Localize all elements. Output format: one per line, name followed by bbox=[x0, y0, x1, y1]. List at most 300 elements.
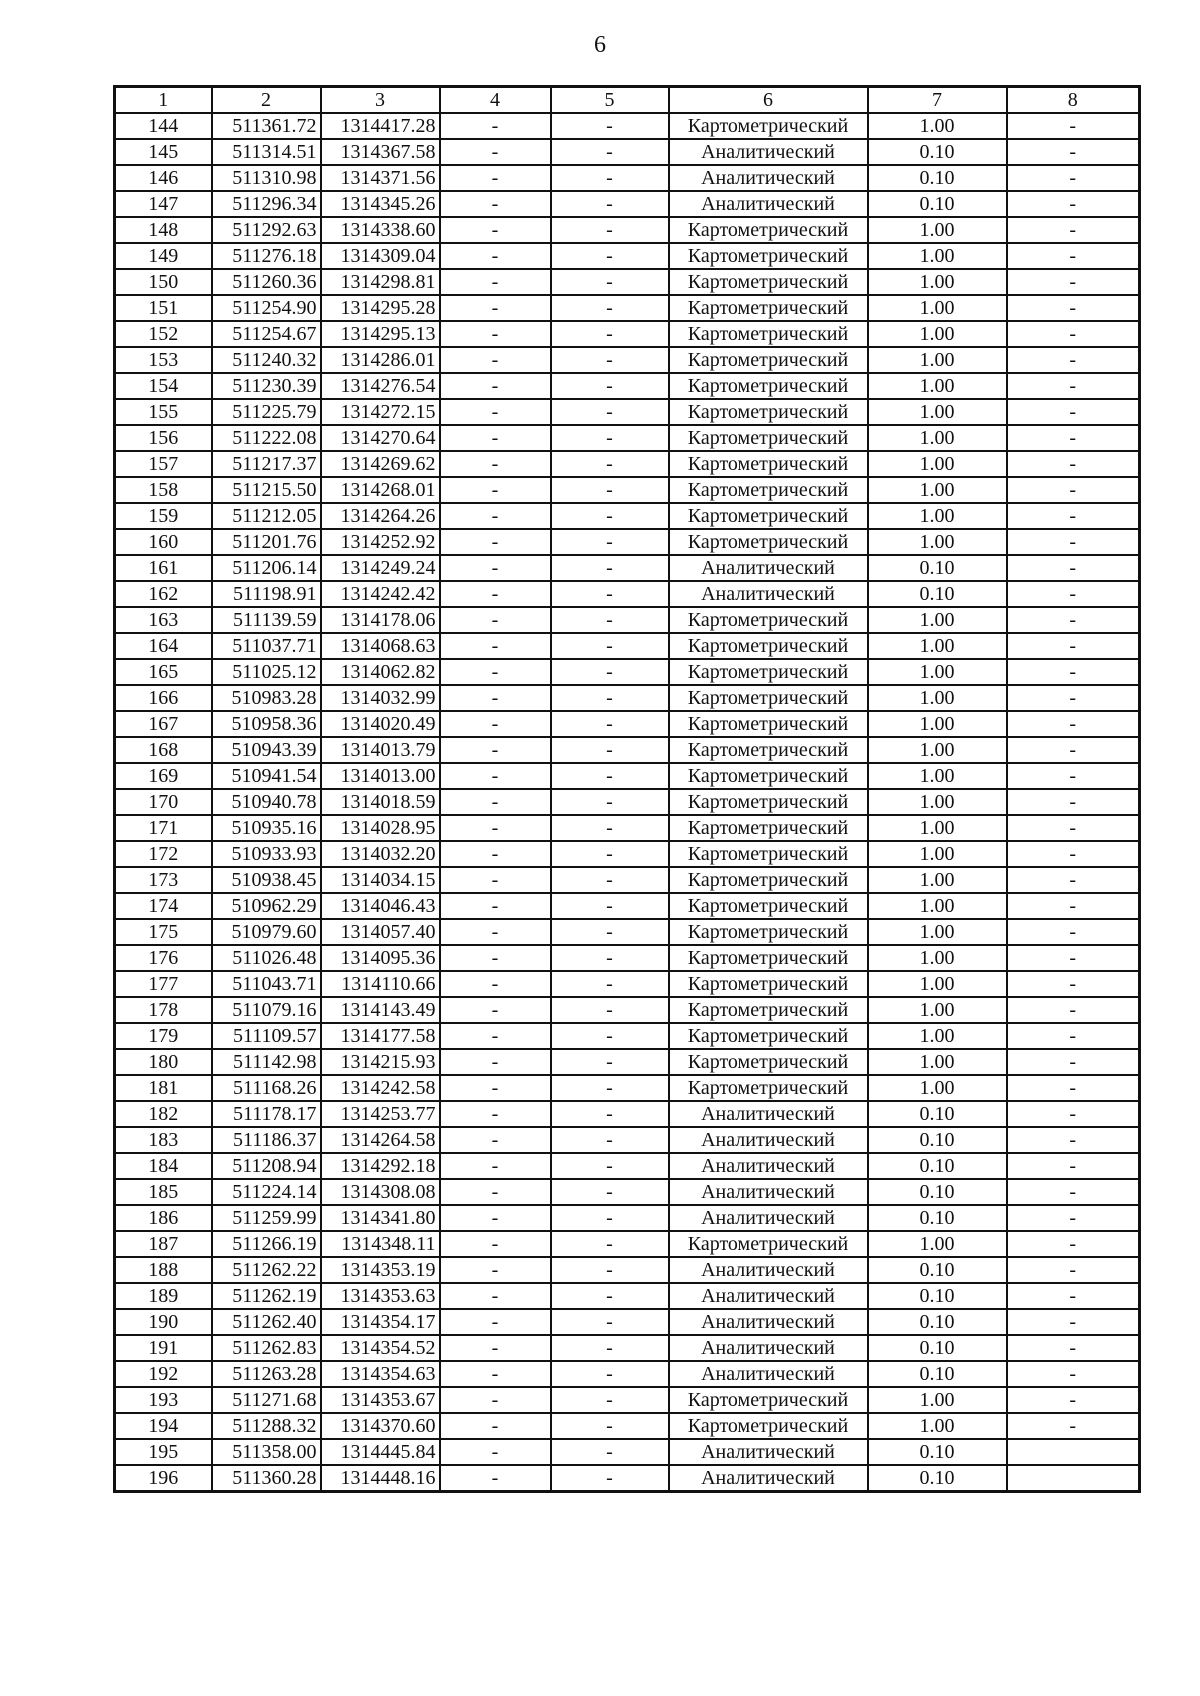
method-cell: Картометрический bbox=[669, 425, 868, 451]
accuracy-cell: 0.10 bbox=[868, 165, 1007, 191]
col5-cell: - bbox=[551, 477, 669, 503]
point-number-cell: 176 bbox=[115, 945, 212, 971]
method-cell: Картометрический bbox=[669, 763, 868, 789]
x-coordinate-cell: 511263.28 bbox=[212, 1361, 321, 1387]
table-row bbox=[115, 243, 1140, 269]
point-number-cell: 175 bbox=[115, 919, 212, 945]
table-row bbox=[115, 347, 1140, 373]
x-coordinate-cell: 510979.60 bbox=[212, 919, 321, 945]
table-row bbox=[115, 711, 1140, 737]
accuracy-cell: 1.00 bbox=[868, 399, 1007, 425]
col8-cell: - bbox=[1007, 217, 1140, 243]
table-row bbox=[115, 1049, 1140, 1075]
col8-cell: - bbox=[1007, 1101, 1140, 1127]
y-coordinate-cell: 1314286.01 bbox=[321, 347, 440, 373]
y-coordinate-cell: 1314242.42 bbox=[321, 581, 440, 607]
y-coordinate-cell: 1314295.28 bbox=[321, 295, 440, 321]
col5-cell: - bbox=[551, 1387, 669, 1413]
y-coordinate-cell: 1314270.64 bbox=[321, 425, 440, 451]
col4-cell: - bbox=[440, 815, 551, 841]
col8-cell: - bbox=[1007, 165, 1140, 191]
x-coordinate-cell: 511360.28 bbox=[212, 1465, 321, 1492]
method-cell: Картометрический bbox=[669, 685, 868, 711]
y-coordinate-cell: 1314249.24 bbox=[321, 555, 440, 581]
y-coordinate-cell: 1314354.63 bbox=[321, 1361, 440, 1387]
col4-cell: - bbox=[440, 867, 551, 893]
col5-cell: - bbox=[551, 1179, 669, 1205]
point-number-cell: 185 bbox=[115, 1179, 212, 1205]
col4-cell: - bbox=[440, 1413, 551, 1439]
point-number-cell: 159 bbox=[115, 503, 212, 529]
x-coordinate-cell: 511198.91 bbox=[212, 581, 321, 607]
x-coordinate-cell: 510933.93 bbox=[212, 841, 321, 867]
x-coordinate-cell: 511288.32 bbox=[212, 1413, 321, 1439]
col8-cell: - bbox=[1007, 529, 1140, 555]
col4-cell: - bbox=[440, 1361, 551, 1387]
point-number-cell: 179 bbox=[115, 1023, 212, 1049]
x-coordinate-cell: 510958.36 bbox=[212, 711, 321, 737]
col5-cell: - bbox=[551, 373, 669, 399]
column-header-1: 1 bbox=[115, 87, 212, 114]
col5-cell: - bbox=[551, 1257, 669, 1283]
y-coordinate-cell: 1314013.00 bbox=[321, 763, 440, 789]
y-coordinate-cell: 1314353.63 bbox=[321, 1283, 440, 1309]
table-row bbox=[115, 191, 1140, 217]
point-number-cell: 182 bbox=[115, 1101, 212, 1127]
table-row bbox=[115, 1153, 1140, 1179]
x-coordinate-cell: 511262.83 bbox=[212, 1335, 321, 1361]
accuracy-cell: 1.00 bbox=[868, 685, 1007, 711]
point-number-cell: 144 bbox=[115, 113, 212, 139]
accuracy-cell: 1.00 bbox=[868, 1049, 1007, 1075]
table-row bbox=[115, 113, 1140, 139]
accuracy-cell: 1.00 bbox=[868, 529, 1007, 555]
method-cell: Картометрический bbox=[669, 1049, 868, 1075]
method-cell: Картометрический bbox=[669, 1387, 868, 1413]
point-number-cell: 169 bbox=[115, 763, 212, 789]
table-row bbox=[115, 477, 1140, 503]
accuracy-cell: 1.00 bbox=[868, 243, 1007, 269]
col4-cell: - bbox=[440, 191, 551, 217]
y-coordinate-cell: 1314028.95 bbox=[321, 815, 440, 841]
point-number-cell: 190 bbox=[115, 1309, 212, 1335]
x-coordinate-cell: 511260.36 bbox=[212, 269, 321, 295]
x-coordinate-cell: 511259.99 bbox=[212, 1205, 321, 1231]
col5-cell: - bbox=[551, 165, 669, 191]
y-coordinate-cell: 1314046.43 bbox=[321, 893, 440, 919]
col5-cell: - bbox=[551, 529, 669, 555]
accuracy-cell: 1.00 bbox=[868, 971, 1007, 997]
accuracy-cell: 1.00 bbox=[868, 217, 1007, 243]
table-row bbox=[115, 399, 1140, 425]
table-row bbox=[115, 1075, 1140, 1101]
method-cell: Аналитический bbox=[669, 1335, 868, 1361]
x-coordinate-cell: 511262.40 bbox=[212, 1309, 321, 1335]
table-row bbox=[115, 139, 1140, 165]
method-cell: Аналитический bbox=[669, 1101, 868, 1127]
col5-cell: - bbox=[551, 659, 669, 685]
table-row bbox=[115, 529, 1140, 555]
point-number-cell: 163 bbox=[115, 607, 212, 633]
table-row bbox=[115, 1023, 1140, 1049]
y-coordinate-cell: 1314370.60 bbox=[321, 1413, 440, 1439]
x-coordinate-cell: 511168.26 bbox=[212, 1075, 321, 1101]
col4-cell: - bbox=[440, 295, 551, 321]
x-coordinate-cell: 511206.14 bbox=[212, 555, 321, 581]
col8-cell: - bbox=[1007, 451, 1140, 477]
y-coordinate-cell: 1314341.80 bbox=[321, 1205, 440, 1231]
col4-cell: - bbox=[440, 217, 551, 243]
x-coordinate-cell: 511314.51 bbox=[212, 139, 321, 165]
x-coordinate-cell: 511142.98 bbox=[212, 1049, 321, 1075]
method-cell: Картометрический bbox=[669, 815, 868, 841]
accuracy-cell: 0.10 bbox=[868, 1283, 1007, 1309]
y-coordinate-cell: 1314068.63 bbox=[321, 633, 440, 659]
col4-cell: - bbox=[440, 607, 551, 633]
col5-cell: - bbox=[551, 1205, 669, 1231]
y-coordinate-cell: 1314252.92 bbox=[321, 529, 440, 555]
col5-cell: - bbox=[551, 1231, 669, 1257]
method-cell: Аналитический bbox=[669, 165, 868, 191]
col5-cell: - bbox=[551, 243, 669, 269]
table-row bbox=[115, 1413, 1140, 1439]
method-cell: Картометрический bbox=[669, 919, 868, 945]
col4-cell: - bbox=[440, 945, 551, 971]
y-coordinate-cell: 1314032.20 bbox=[321, 841, 440, 867]
y-coordinate-cell: 1314177.58 bbox=[321, 1023, 440, 1049]
method-cell: Картометрический bbox=[669, 659, 868, 685]
col8-cell: - bbox=[1007, 607, 1140, 633]
accuracy-cell: 1.00 bbox=[868, 321, 1007, 347]
method-cell: Картометрический bbox=[669, 1231, 868, 1257]
col4-cell: - bbox=[440, 763, 551, 789]
col8-cell: - bbox=[1007, 399, 1140, 425]
x-coordinate-cell: 511271.68 bbox=[212, 1387, 321, 1413]
col8-cell: - bbox=[1007, 503, 1140, 529]
x-coordinate-cell: 511254.67 bbox=[212, 321, 321, 347]
table-row bbox=[115, 1101, 1140, 1127]
method-cell: Картометрический bbox=[669, 737, 868, 763]
col4-cell: - bbox=[440, 997, 551, 1023]
col4-cell: - bbox=[440, 1283, 551, 1309]
accuracy-cell: 0.10 bbox=[868, 1439, 1007, 1465]
point-number-cell: 170 bbox=[115, 789, 212, 815]
point-number-cell: 154 bbox=[115, 373, 212, 399]
coordinates-table bbox=[113, 85, 1141, 1493]
col4-cell: - bbox=[440, 1465, 551, 1492]
point-number-cell: 171 bbox=[115, 815, 212, 841]
point-number-cell: 173 bbox=[115, 867, 212, 893]
col5-cell: - bbox=[551, 1413, 669, 1439]
point-number-cell: 160 bbox=[115, 529, 212, 555]
point-number-cell: 193 bbox=[115, 1387, 212, 1413]
table-row bbox=[115, 763, 1140, 789]
method-cell: Картометрический bbox=[669, 217, 868, 243]
col4-cell: - bbox=[440, 737, 551, 763]
x-coordinate-cell: 511222.08 bbox=[212, 425, 321, 451]
col5-cell: - bbox=[551, 451, 669, 477]
col4-cell: - bbox=[440, 971, 551, 997]
method-cell: Картометрический bbox=[669, 1413, 868, 1439]
accuracy-cell: 0.10 bbox=[868, 1179, 1007, 1205]
col8-cell: - bbox=[1007, 555, 1140, 581]
table-row bbox=[115, 555, 1140, 581]
col4-cell: - bbox=[440, 1049, 551, 1075]
method-cell: Картометрический bbox=[669, 971, 868, 997]
col5-cell: - bbox=[551, 1153, 669, 1179]
y-coordinate-cell: 1314018.59 bbox=[321, 789, 440, 815]
accuracy-cell: 1.00 bbox=[868, 841, 1007, 867]
col4-cell: - bbox=[440, 503, 551, 529]
table-row bbox=[115, 1309, 1140, 1335]
method-cell: Аналитический bbox=[669, 191, 868, 217]
y-coordinate-cell: 1314298.81 bbox=[321, 269, 440, 295]
col8-cell: - bbox=[1007, 893, 1140, 919]
col8-cell: - bbox=[1007, 139, 1140, 165]
x-coordinate-cell: 511025.12 bbox=[212, 659, 321, 685]
col5-cell: - bbox=[551, 139, 669, 165]
method-cell: Картометрический bbox=[669, 607, 868, 633]
col8-cell: - bbox=[1007, 373, 1140, 399]
col8-cell: - bbox=[1007, 1361, 1140, 1387]
point-number-cell: 183 bbox=[115, 1127, 212, 1153]
table-row bbox=[115, 685, 1140, 711]
point-number-cell: 147 bbox=[115, 191, 212, 217]
col4-cell: - bbox=[440, 685, 551, 711]
accuracy-cell: 0.10 bbox=[868, 1361, 1007, 1387]
col8-cell: - bbox=[1007, 425, 1140, 451]
accuracy-cell: 0.10 bbox=[868, 1335, 1007, 1361]
point-number-cell: 145 bbox=[115, 139, 212, 165]
method-cell: Картометрический bbox=[669, 711, 868, 737]
col5-cell: - bbox=[551, 503, 669, 529]
col5-cell: - bbox=[551, 1309, 669, 1335]
method-cell: Картометрический bbox=[669, 347, 868, 373]
accuracy-cell: 1.00 bbox=[868, 425, 1007, 451]
column-header-6: 6 bbox=[669, 87, 868, 114]
x-coordinate-cell: 511224.14 bbox=[212, 1179, 321, 1205]
table-row bbox=[115, 1439, 1140, 1465]
x-coordinate-cell: 511139.59 bbox=[212, 607, 321, 633]
table-row bbox=[115, 165, 1140, 191]
accuracy-cell: 1.00 bbox=[868, 997, 1007, 1023]
col4-cell: - bbox=[440, 841, 551, 867]
col8-cell: - bbox=[1007, 295, 1140, 321]
y-coordinate-cell: 1314020.49 bbox=[321, 711, 440, 737]
accuracy-cell: 1.00 bbox=[868, 477, 1007, 503]
table-row bbox=[115, 295, 1140, 321]
col4-cell: - bbox=[440, 633, 551, 659]
col8-cell: - bbox=[1007, 269, 1140, 295]
x-coordinate-cell: 511266.19 bbox=[212, 1231, 321, 1257]
table-row bbox=[115, 1361, 1140, 1387]
col4-cell: - bbox=[440, 477, 551, 503]
col5-cell: - bbox=[551, 633, 669, 659]
col4-cell: - bbox=[440, 659, 551, 685]
col4-cell: - bbox=[440, 269, 551, 295]
x-coordinate-cell: 511276.18 bbox=[212, 243, 321, 269]
col5-cell: - bbox=[551, 607, 669, 633]
col8-cell: - bbox=[1007, 1257, 1140, 1283]
accuracy-cell: 1.00 bbox=[868, 1023, 1007, 1049]
col8-cell: - bbox=[1007, 633, 1140, 659]
point-number-cell: 174 bbox=[115, 893, 212, 919]
col4-cell: - bbox=[440, 425, 551, 451]
table-body bbox=[115, 113, 1140, 1492]
accuracy-cell: 0.10 bbox=[868, 581, 1007, 607]
col5-cell: - bbox=[551, 1335, 669, 1361]
accuracy-cell: 1.00 bbox=[868, 893, 1007, 919]
col8-cell: - bbox=[1007, 997, 1140, 1023]
accuracy-cell: 0.10 bbox=[868, 139, 1007, 165]
col4-cell: - bbox=[440, 789, 551, 815]
y-coordinate-cell: 1314353.19 bbox=[321, 1257, 440, 1283]
col5-cell: - bbox=[551, 711, 669, 737]
x-coordinate-cell: 510938.45 bbox=[212, 867, 321, 893]
table-row bbox=[115, 607, 1140, 633]
header-row bbox=[115, 87, 1140, 114]
x-coordinate-cell: 511037.71 bbox=[212, 633, 321, 659]
col4-cell: - bbox=[440, 1023, 551, 1049]
y-coordinate-cell: 1314272.15 bbox=[321, 399, 440, 425]
y-coordinate-cell: 1314268.01 bbox=[321, 477, 440, 503]
method-cell: Аналитический bbox=[669, 1361, 868, 1387]
method-cell: Аналитический bbox=[669, 1257, 868, 1283]
x-coordinate-cell: 510943.39 bbox=[212, 737, 321, 763]
col5-cell: - bbox=[551, 1101, 669, 1127]
col5-cell: - bbox=[551, 191, 669, 217]
column-header-3: 3 bbox=[321, 87, 440, 114]
y-coordinate-cell: 1314253.77 bbox=[321, 1101, 440, 1127]
x-coordinate-cell: 511026.48 bbox=[212, 945, 321, 971]
x-coordinate-cell: 511358.00 bbox=[212, 1439, 321, 1465]
point-number-cell: 177 bbox=[115, 971, 212, 997]
method-cell: Аналитический bbox=[669, 1153, 868, 1179]
x-coordinate-cell: 511079.16 bbox=[212, 997, 321, 1023]
point-number-cell: 172 bbox=[115, 841, 212, 867]
col8-cell: - bbox=[1007, 1309, 1140, 1335]
y-coordinate-cell: 1314032.99 bbox=[321, 685, 440, 711]
col5-cell: - bbox=[551, 867, 669, 893]
method-cell: Аналитический bbox=[669, 1465, 868, 1492]
col8-cell: - bbox=[1007, 581, 1140, 607]
method-cell: Картометрический bbox=[669, 945, 868, 971]
accuracy-cell: 1.00 bbox=[868, 373, 1007, 399]
col4-cell: - bbox=[440, 321, 551, 347]
col5-cell: - bbox=[551, 919, 669, 945]
col8-cell: - bbox=[1007, 1413, 1140, 1439]
x-coordinate-cell: 511109.57 bbox=[212, 1023, 321, 1049]
point-number-cell: 195 bbox=[115, 1439, 212, 1465]
y-coordinate-cell: 1314417.28 bbox=[321, 113, 440, 139]
accuracy-cell: 1.00 bbox=[868, 737, 1007, 763]
column-header-5: 5 bbox=[551, 87, 669, 114]
col8-cell: - bbox=[1007, 191, 1140, 217]
table-row bbox=[115, 867, 1140, 893]
col4-cell: - bbox=[440, 919, 551, 945]
col8-cell bbox=[1007, 1465, 1140, 1492]
point-number-cell: 192 bbox=[115, 1361, 212, 1387]
col8-cell: - bbox=[1007, 711, 1140, 737]
y-coordinate-cell: 1314309.04 bbox=[321, 243, 440, 269]
x-coordinate-cell: 511043.71 bbox=[212, 971, 321, 997]
table-row bbox=[115, 425, 1140, 451]
method-cell: Картометрический bbox=[669, 243, 868, 269]
method-cell: Картометрический bbox=[669, 1023, 868, 1049]
col4-cell: - bbox=[440, 373, 551, 399]
method-cell: Картометрический bbox=[669, 1075, 868, 1101]
col4-cell: - bbox=[440, 113, 551, 139]
col5-cell: - bbox=[551, 1049, 669, 1075]
x-coordinate-cell: 511262.19 bbox=[212, 1283, 321, 1309]
point-number-cell: 188 bbox=[115, 1257, 212, 1283]
table-row bbox=[115, 1387, 1140, 1413]
point-number-cell: 165 bbox=[115, 659, 212, 685]
point-number-cell: 151 bbox=[115, 295, 212, 321]
y-coordinate-cell: 1314345.26 bbox=[321, 191, 440, 217]
col5-cell: - bbox=[551, 217, 669, 243]
point-number-cell: 150 bbox=[115, 269, 212, 295]
method-cell: Аналитический bbox=[669, 1205, 868, 1231]
accuracy-cell: 0.10 bbox=[868, 1465, 1007, 1492]
method-cell: Картометрический bbox=[669, 477, 868, 503]
x-coordinate-cell: 511178.17 bbox=[212, 1101, 321, 1127]
y-coordinate-cell: 1314353.67 bbox=[321, 1387, 440, 1413]
col4-cell: - bbox=[440, 1439, 551, 1465]
method-cell: Картометрический bbox=[669, 373, 868, 399]
x-coordinate-cell: 510935.16 bbox=[212, 815, 321, 841]
table-row bbox=[115, 919, 1140, 945]
col8-cell: - bbox=[1007, 1231, 1140, 1257]
col8-cell: - bbox=[1007, 477, 1140, 503]
col8-cell: - bbox=[1007, 971, 1140, 997]
x-coordinate-cell: 511240.32 bbox=[212, 347, 321, 373]
point-number-cell: 167 bbox=[115, 711, 212, 737]
col5-cell: - bbox=[551, 841, 669, 867]
point-number-cell: 158 bbox=[115, 477, 212, 503]
col8-cell: - bbox=[1007, 919, 1140, 945]
accuracy-cell: 0.10 bbox=[868, 555, 1007, 581]
col8-cell: - bbox=[1007, 1283, 1140, 1309]
y-coordinate-cell: 1314264.26 bbox=[321, 503, 440, 529]
col5-cell: - bbox=[551, 789, 669, 815]
y-coordinate-cell: 1314143.49 bbox=[321, 997, 440, 1023]
method-cell: Картометрический bbox=[669, 503, 868, 529]
point-number-cell: 157 bbox=[115, 451, 212, 477]
col8-cell: - bbox=[1007, 243, 1140, 269]
col5-cell: - bbox=[551, 1361, 669, 1387]
col4-cell: - bbox=[440, 1309, 551, 1335]
table-row bbox=[115, 321, 1140, 347]
table-row bbox=[115, 659, 1140, 685]
col5-cell: - bbox=[551, 269, 669, 295]
y-coordinate-cell: 1314448.16 bbox=[321, 1465, 440, 1492]
y-coordinate-cell: 1314348.11 bbox=[321, 1231, 440, 1257]
point-number-cell: 164 bbox=[115, 633, 212, 659]
col5-cell: - bbox=[551, 945, 669, 971]
method-cell: Картометрический bbox=[669, 997, 868, 1023]
accuracy-cell: 1.00 bbox=[868, 711, 1007, 737]
point-number-cell: 162 bbox=[115, 581, 212, 607]
col4-cell: - bbox=[440, 139, 551, 165]
y-coordinate-cell: 1314308.08 bbox=[321, 1179, 440, 1205]
col4-cell: - bbox=[440, 555, 551, 581]
point-number-cell: 184 bbox=[115, 1153, 212, 1179]
col4-cell: - bbox=[440, 165, 551, 191]
col5-cell: - bbox=[551, 295, 669, 321]
x-coordinate-cell: 511361.72 bbox=[212, 113, 321, 139]
col4-cell: - bbox=[440, 529, 551, 555]
